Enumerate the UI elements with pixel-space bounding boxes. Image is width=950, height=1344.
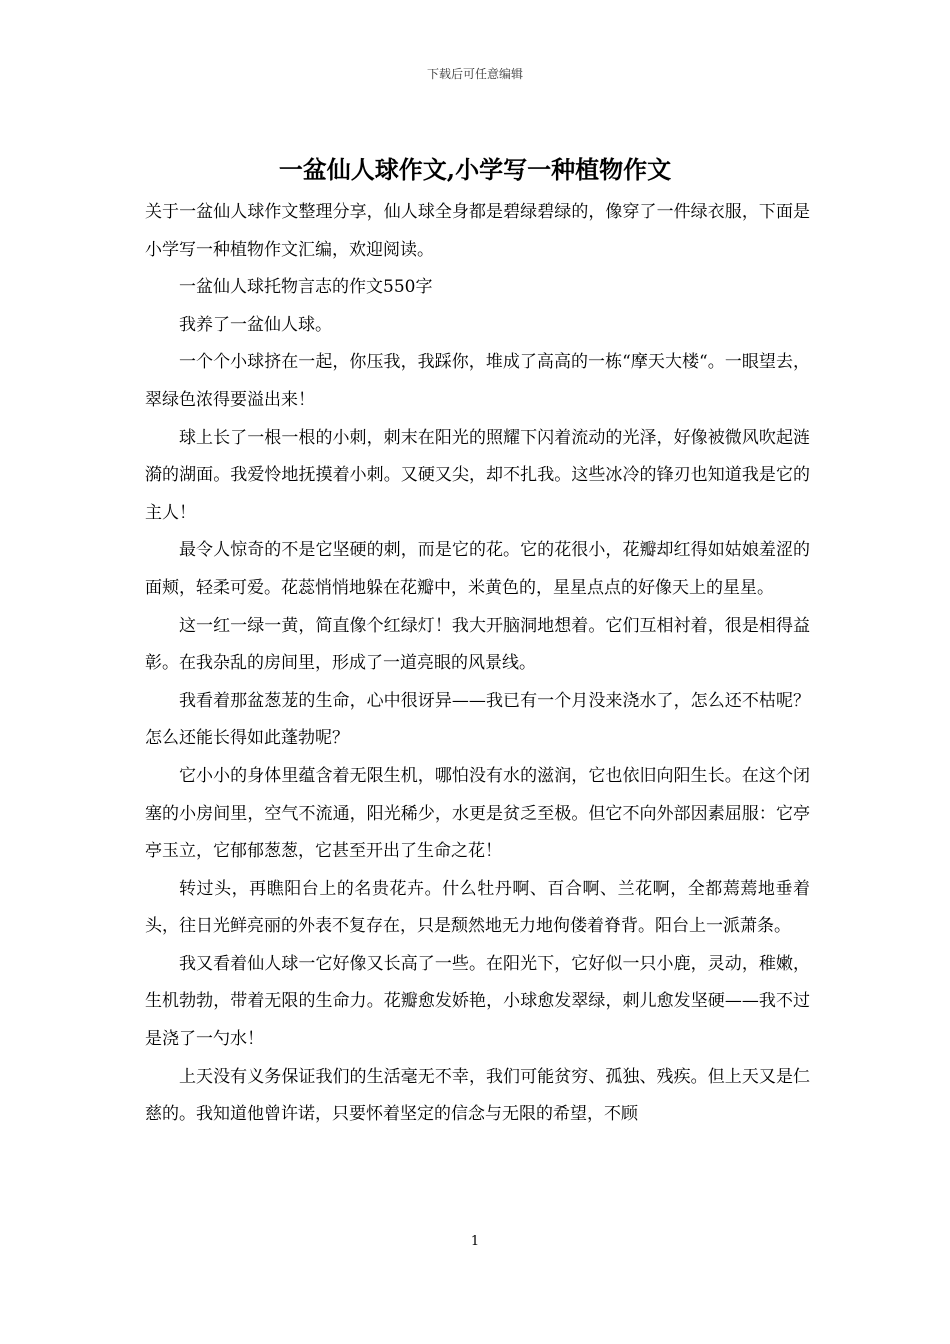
paragraph: 我又看着仙人球一它好像又长高了一些。在阳光下，它好似一只小鹿，灵动，稚嫩，生机勃勃，带着无限的生命力。花瓣愈发娇艳，小球愈发翠绿，刺儿愈发坚硬——我不过是浇了一勺水！ [145,953,810,1050]
paragraph: 一盆仙人球托物言志的作文550字 [179,277,433,298]
paragraph: 一个个小球挤在一起，你压我，我踩你，堆成了高高的一栋“摩天大楼“。一眼望去，翠绿色浓得要溢出来！ [145,352,810,410]
paragraph: 它小小的身体里蕴含着无限生机，哪怕没有水的滋润，它也依旧向阳生长。在这个闭塞的小房间里，空气不流通，阳光稀少，水更是贫乏至极。但它不向外部因素屈服：它亭亭玉立，它郁郁葱葱，它甚至开出了生命之花！ [145,765,810,862]
paragraph: 转过头，再瞧阳台上的名贵花卉。什么牡丹啊、百合啊、兰花啊，全都蔫蔫地垂着头，往日光鲜亮丽的外表不复存在，只是颓然地无力地佝偻着脊背。阳台上一派萧条。 [145,878,810,937]
paragraph: 我养了一盆仙人球。 [179,314,332,335]
paragraph: 关于一盆仙人球作文整理分享，仙人球全身都是碧绿碧绿的，像穿了一件绿衣服，下面是小学写一种植物作文汇编，欢迎阅读。 [145,202,810,260]
page-number: 1 [470,1234,480,1249]
page-header: 下载后可任意编辑 [426,67,523,81]
paragraph: 球上长了一根一根的小刺，刺末在阳光的照耀下闪着流动的光泽，好像被微风吹起涟漪的湖面。我爱怜地抚摸着小刺。又硬又尖，却不扎我。这些冰冷的锋刃也知道我是它的主人！ [145,427,810,523]
paragraph: 这一红一绿一黄，简直像个红绿灯！我大开脑洞地想着。它们互相衬着，很是相得益彰。在我杂乱的房间里，形成了一道亮眼的风景线。 [145,615,810,674]
paragraph: 我看着那盆葱茏的生命，心中很讶异——我已有一个月没来浇水了，怎么还不枯呢？怎么还能长得如此蓬勃呢？ [145,690,810,749]
paragraph: 上天没有义务保证我们的生活毫无不幸，我们可能贫穷、孤独、残疾。但上天又是仁慈的。我知道他曾许诺，只要怀着坚定的信念与无限的希望，不顾 [145,1066,810,1125]
paragraph: 最令人惊奇的不是它坚硬的刺，而是它的花。它的花很小，花瓣却红得如姑娘羞涩的面颊，轻柔可爱。花蕊悄悄地躲在花瓣中，米黄色的，星星点点的好像天上的星星。 [145,540,810,598]
document-body [145,194,810,1134]
document-title: 一盆仙人球作文,小学写一种植物作文 [278,155,672,184]
